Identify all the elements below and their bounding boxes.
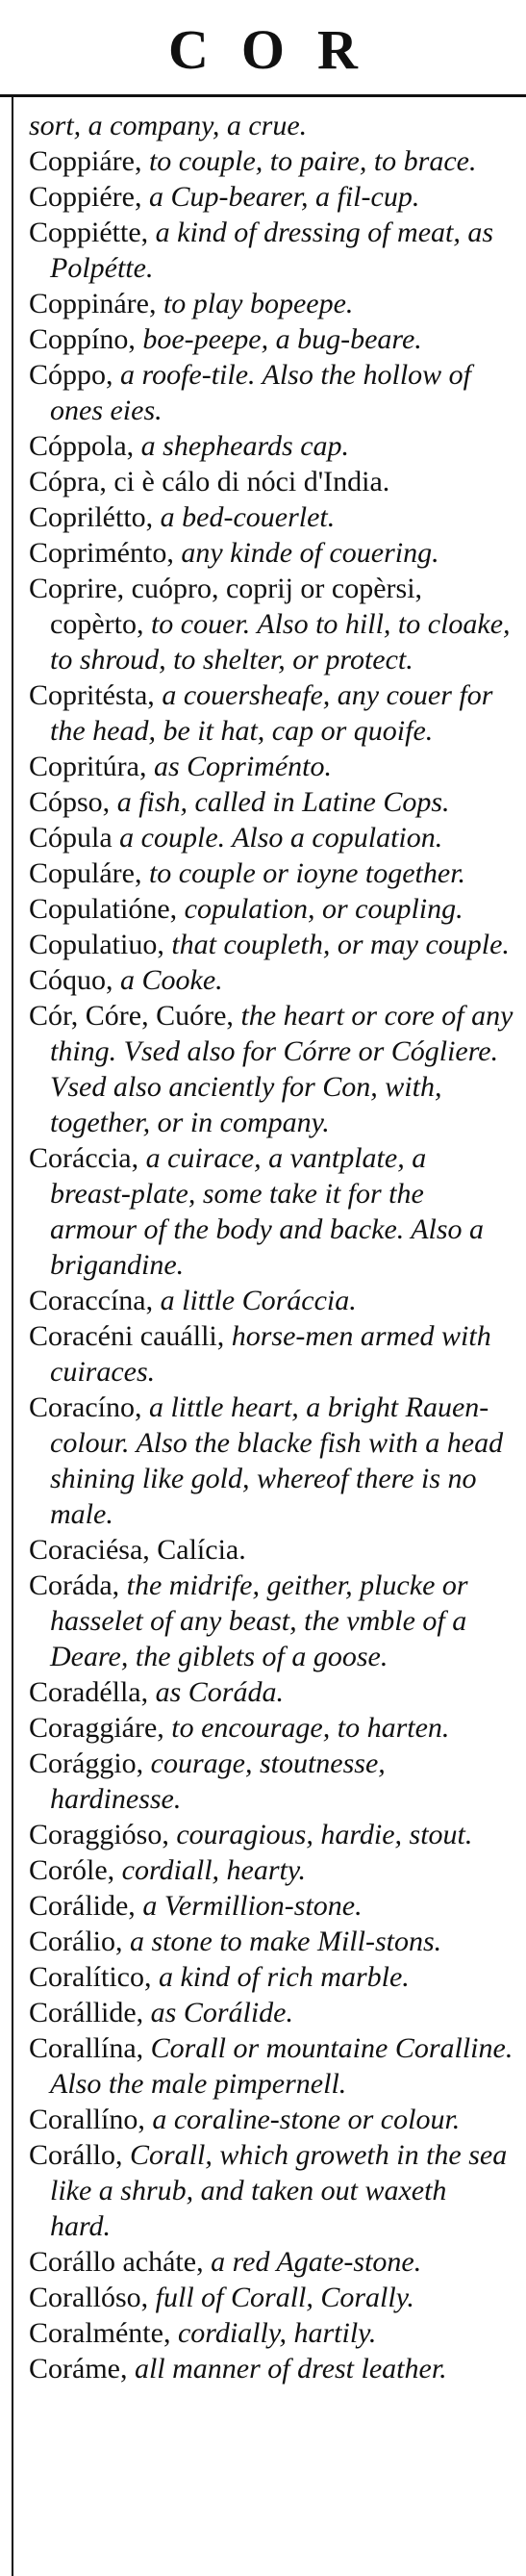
entry-headword: Corállo acháte, <box>29 2246 204 2278</box>
entry-headword: Cópra, ci è cálo di nóci d'India. <box>29 466 390 497</box>
entry-headword: Corálide, <box>29 1890 136 1922</box>
entry-definition: all manner of drest leather. <box>134 2353 447 2385</box>
entry-headword: Coppiére, <box>29 181 142 213</box>
dictionary-entry <box>13 749 513 784</box>
entry-definition: a bed-couerlet. <box>160 501 336 533</box>
dictionary-entry <box>13 215 513 286</box>
dictionary-entry <box>13 108 513 143</box>
entry-definition: cordially, hartily. <box>177 2317 377 2349</box>
entry-headword: Copuláre, <box>29 857 142 889</box>
entry-headword: Coraggióso, <box>29 1819 169 1850</box>
entry-headword: Coralítico, <box>29 1961 152 1993</box>
entry-definition: as Copriménto. <box>153 751 332 782</box>
entry-headword: Copulatiuo, <box>29 929 164 960</box>
entry-definition: any kinde of couering. <box>181 537 439 569</box>
dictionary-entry <box>13 1817 513 1852</box>
entry-headword: Coralménte, <box>29 2317 171 2349</box>
dictionary-entry <box>13 1959 513 1995</box>
dictionary-entry <box>13 1924 513 1959</box>
entry-headword: Coracéni cauálli, <box>29 1320 225 1352</box>
entry-definition: a couersheafe, any couer for the head, be it hat, cap or quoife. <box>50 679 493 747</box>
entry-definition: to couple or ioyne together. <box>148 857 466 889</box>
entry-definition: to couer. Also to hill, to cloake, to shroud, to shelter, or protect. <box>50 608 511 676</box>
entry-headword: Corággio, <box>29 1747 144 1779</box>
entry-definition: a kind of rich marble. <box>158 1961 410 1993</box>
entry-headword: Coppíno, <box>29 323 136 355</box>
dictionary-entry <box>13 2030 513 2102</box>
entry-definition: a coraline-stone or colour. <box>152 2104 461 2135</box>
entry-headword: Coppiétte, <box>29 217 149 248</box>
entry-definition: as Corálide. <box>150 1997 293 2028</box>
entry-definition: the midrife, geither, plucke or hasselet of any beast, the vmble of a Deare, the giblets of a goose. <box>50 1569 468 1672</box>
entry-headword: Coróle, <box>29 1854 115 1886</box>
dictionary-entry <box>13 179 513 215</box>
dictionary-entry <box>13 2102 513 2137</box>
entry-definition: a Vermillion-stone. <box>142 1890 363 1922</box>
entry-headword: Coraciésa, Calícia. <box>29 1534 246 1566</box>
dictionary-entry <box>13 2280 513 2315</box>
dictionary-entry <box>13 1283 513 1318</box>
dictionary-entry <box>13 1674 513 1710</box>
dictionary-entry <box>13 499 513 535</box>
entry-definition: sort, a company, a crue. <box>29 110 308 141</box>
dictionary-entry <box>13 1995 513 2030</box>
dictionary-entry <box>13 784 513 820</box>
entry-headword: Cópula <box>29 822 113 854</box>
entry-headword: Cóppo, <box>29 359 113 391</box>
entry-definition: full of Corall, Corally. <box>155 2282 414 2313</box>
entry-headword: Coprilétto, <box>29 501 154 533</box>
dictionary-entry <box>13 571 513 677</box>
dictionary-entry <box>13 855 513 891</box>
entry-headword: Cópso, <box>29 786 111 818</box>
entry-definition: a cuirace, a vantplate, a breast-plate, some take it for the armour of the body and backe. Also a brigandine. <box>50 1142 485 1281</box>
entry-definition: copulation, or coupling. <box>184 893 463 925</box>
entry-headword: Coráccia, <box>29 1142 139 1174</box>
entry-headword: Coraggiáre, <box>29 1712 164 1744</box>
dictionary-entry <box>13 1746 513 1817</box>
entry-definition: a Cup-bearer, a fil-cup. <box>148 181 420 213</box>
dictionary-entry <box>13 1140 513 1283</box>
running-head: COR <box>168 18 390 81</box>
entry-headword: Coracíno, <box>29 1391 142 1423</box>
entry-definition: the heart or core of any thing. Vsed also for Córre or Cógliere. Vsed also anciently for Con, with, together, or in company. <box>50 1000 513 1138</box>
entry-definition: Corall, which groweth in the sea like a shrub, and taken out waxeth hard. <box>50 2139 508 2242</box>
dictionary-entry <box>13 1852 513 1888</box>
dictionary-entry <box>13 998 513 1140</box>
dictionary-entry <box>13 820 513 855</box>
entry-headword: Corálio, <box>29 1926 123 1957</box>
dictionary-entry <box>13 1710 513 1746</box>
entry-headword: Copulatióne, <box>29 893 178 925</box>
dictionary-entry <box>13 677 513 749</box>
dictionary-entry <box>13 2137 513 2244</box>
dictionary-entry <box>13 927 513 962</box>
entry-definition: a little heart, a bright Rauen-colour. Also the blacke fish with a head shining like gold, whereof there is no male. <box>50 1391 504 1530</box>
entry-headword: Coppináre, <box>29 288 157 319</box>
dictionary-entry <box>13 1568 513 1674</box>
entry-definition: a Cooke. <box>120 964 223 996</box>
entry-definition: as Coráda. <box>155 1676 284 1708</box>
dictionary-entry <box>13 286 513 321</box>
entry-definition: a red Agate-stone. <box>211 2246 422 2278</box>
dictionary-entry <box>13 1532 513 1568</box>
dictionary-column <box>13 108 513 2386</box>
dictionary-entry <box>13 2351 513 2386</box>
entry-headword: Corállo, <box>29 2139 123 2171</box>
entry-definition: to couple, to paire, to brace. <box>148 145 477 177</box>
dictionary-entry <box>13 143 513 179</box>
entry-headword: Coráme, <box>29 2353 128 2385</box>
header-rule <box>0 94 526 97</box>
entry-definition: a roofe-tile. Also the hollow of ones eies. <box>50 359 471 426</box>
dictionary-entry <box>13 1318 513 1390</box>
dictionary-entry <box>13 962 513 998</box>
dictionary-entry <box>13 2315 513 2351</box>
dictionary-entry <box>13 464 513 499</box>
entry-definition: boe-peepe, a bug-beare. <box>142 323 422 355</box>
entry-headword: Coppiáre, <box>29 145 142 177</box>
entry-headword: Cór, Córe, Cuóre, <box>29 1000 234 1032</box>
entry-definition: a kind of dressing of meat, as Polpétte. <box>50 217 494 284</box>
entry-definition: to play bopeepe. <box>163 288 354 319</box>
dictionary-entry <box>13 428 513 464</box>
entry-headword: Coprire, cuópro, coprij or copèrsi, copèrto, <box>29 573 423 640</box>
entry-definition: a fish, called in Latine Cops. <box>116 786 450 818</box>
entry-headword: Corallíno, <box>29 2104 145 2135</box>
entry-headword: Copritúra, <box>29 751 147 782</box>
entry-headword: Corallína, <box>29 2032 144 2064</box>
dictionary-entry <box>13 321 513 357</box>
entry-definition: a couple. Also a copulation. <box>119 822 443 854</box>
entry-headword: Coráda, <box>29 1569 120 1601</box>
dictionary-entry <box>13 1390 513 1532</box>
dictionary-entry <box>13 357 513 428</box>
entry-headword: Coradélla, <box>29 1676 149 1708</box>
entry-definition: a shepheards cap. <box>140 430 350 462</box>
page-header <box>0 0 526 101</box>
dictionary-entry <box>13 1888 513 1924</box>
entry-definition: a little Coráccia. <box>160 1285 357 1316</box>
entry-headword: Corallóso, <box>29 2282 149 2313</box>
dictionary-entry <box>13 891 513 927</box>
entry-headword: Copriménto, <box>29 537 174 569</box>
entry-definition: Corall or mountaine Coralline. Also the male pimpernell. <box>50 2032 513 2100</box>
entry-headword: Copritésta, <box>29 679 155 711</box>
entry-headword: Coraccína, <box>29 1285 154 1316</box>
entry-definition: courage, stoutnesse, hardinesse. <box>50 1747 386 1815</box>
entry-headword: Cóppola, <box>29 430 135 462</box>
entry-definition: cordiall, hearty. <box>121 1854 307 1886</box>
entry-definition: that coupleth, or may couple. <box>171 929 510 960</box>
entry-definition: a stone to make Mill-stons. <box>130 1926 442 1957</box>
entry-definition: to encourage, to harten. <box>171 1712 450 1744</box>
dictionary-entry <box>13 535 513 571</box>
entry-definition: couragious, hardie, stout. <box>176 1819 473 1850</box>
entry-definition: horse-men armed with cuiraces. <box>50 1320 491 1388</box>
entry-headword: Corállide, <box>29 1997 144 2028</box>
dictionary-entry <box>13 2244 513 2280</box>
entry-headword: Cóquo, <box>29 964 113 996</box>
